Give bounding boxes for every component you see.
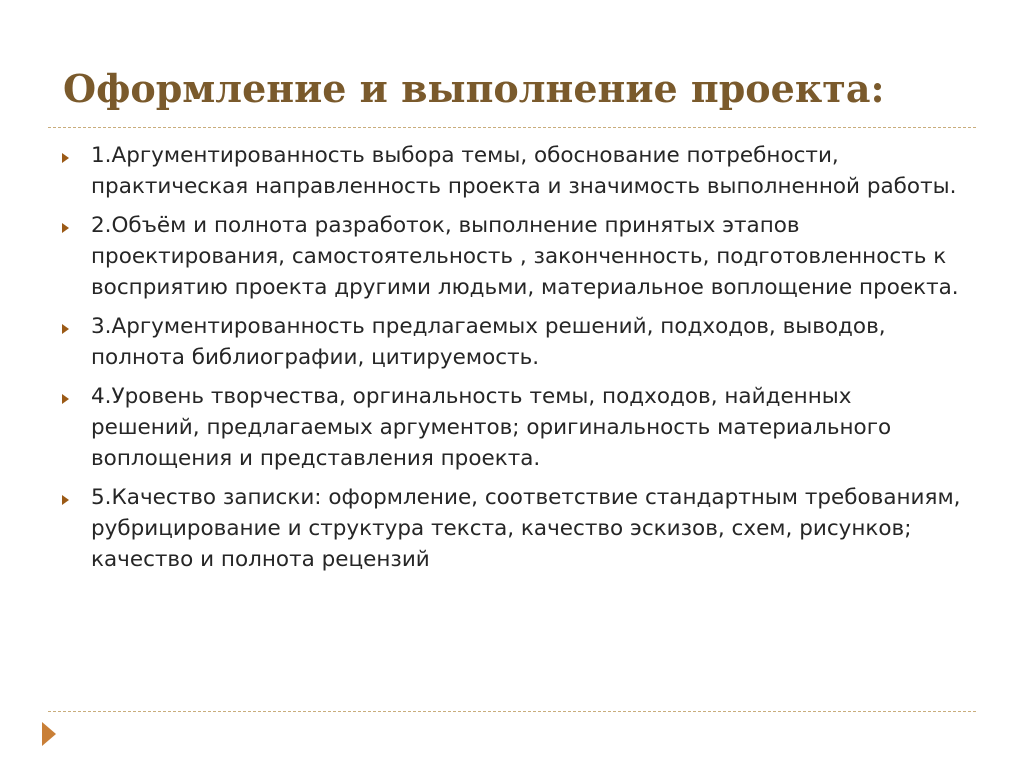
triangle-right-icon: [42, 722, 56, 746]
triangle-right-icon: [62, 223, 69, 233]
slide-title: Оформление и выполнение проекта:: [63, 66, 885, 111]
bullet-item-2: [62, 210, 962, 303]
bullet-text: 4.Уровень творчества, оргинальность темы, подходов, найденных решений, предлагаемых аргументов; оригинальность материального воплощения и представления проекта.: [91, 384, 892, 471]
bullet-text: 3.Аргументированность предлагаемых решений, подходов, выводов, полнота библиографии, цитируемость.: [91, 314, 886, 370]
bullet-item-1: [62, 140, 962, 202]
triangle-right-icon: [62, 153, 69, 163]
bullet-item-5: [62, 482, 962, 575]
triangle-right-icon: [62, 495, 69, 505]
bullet-item-4: [62, 381, 962, 474]
bullet-text: 1.Аргументированность выбора темы, обоснование потребности, практическая направленность проекта и значимость выполненной работы.: [91, 143, 957, 199]
triangle-right-icon: [62, 394, 69, 404]
bullet-item-3: [62, 311, 962, 373]
footer-divider: [48, 711, 976, 712]
bullet-text: 5.Качество записки: оформление, соответствие стандартным требованиям, рубрицирование и структура текста, качество эскизов, схем, рисунков; качество и полнота рецензий: [91, 485, 961, 572]
bullet-text: 2.Объём и полнота разработок, выполнение принятых этапов проектирования, самостоятельность , законченность, подготовленность к восприятию проекта другими людьми, материальное воплощение проекта.: [91, 213, 959, 300]
triangle-right-icon: [62, 324, 69, 334]
title-divider: [48, 127, 976, 128]
bullet-list: [62, 140, 962, 583]
